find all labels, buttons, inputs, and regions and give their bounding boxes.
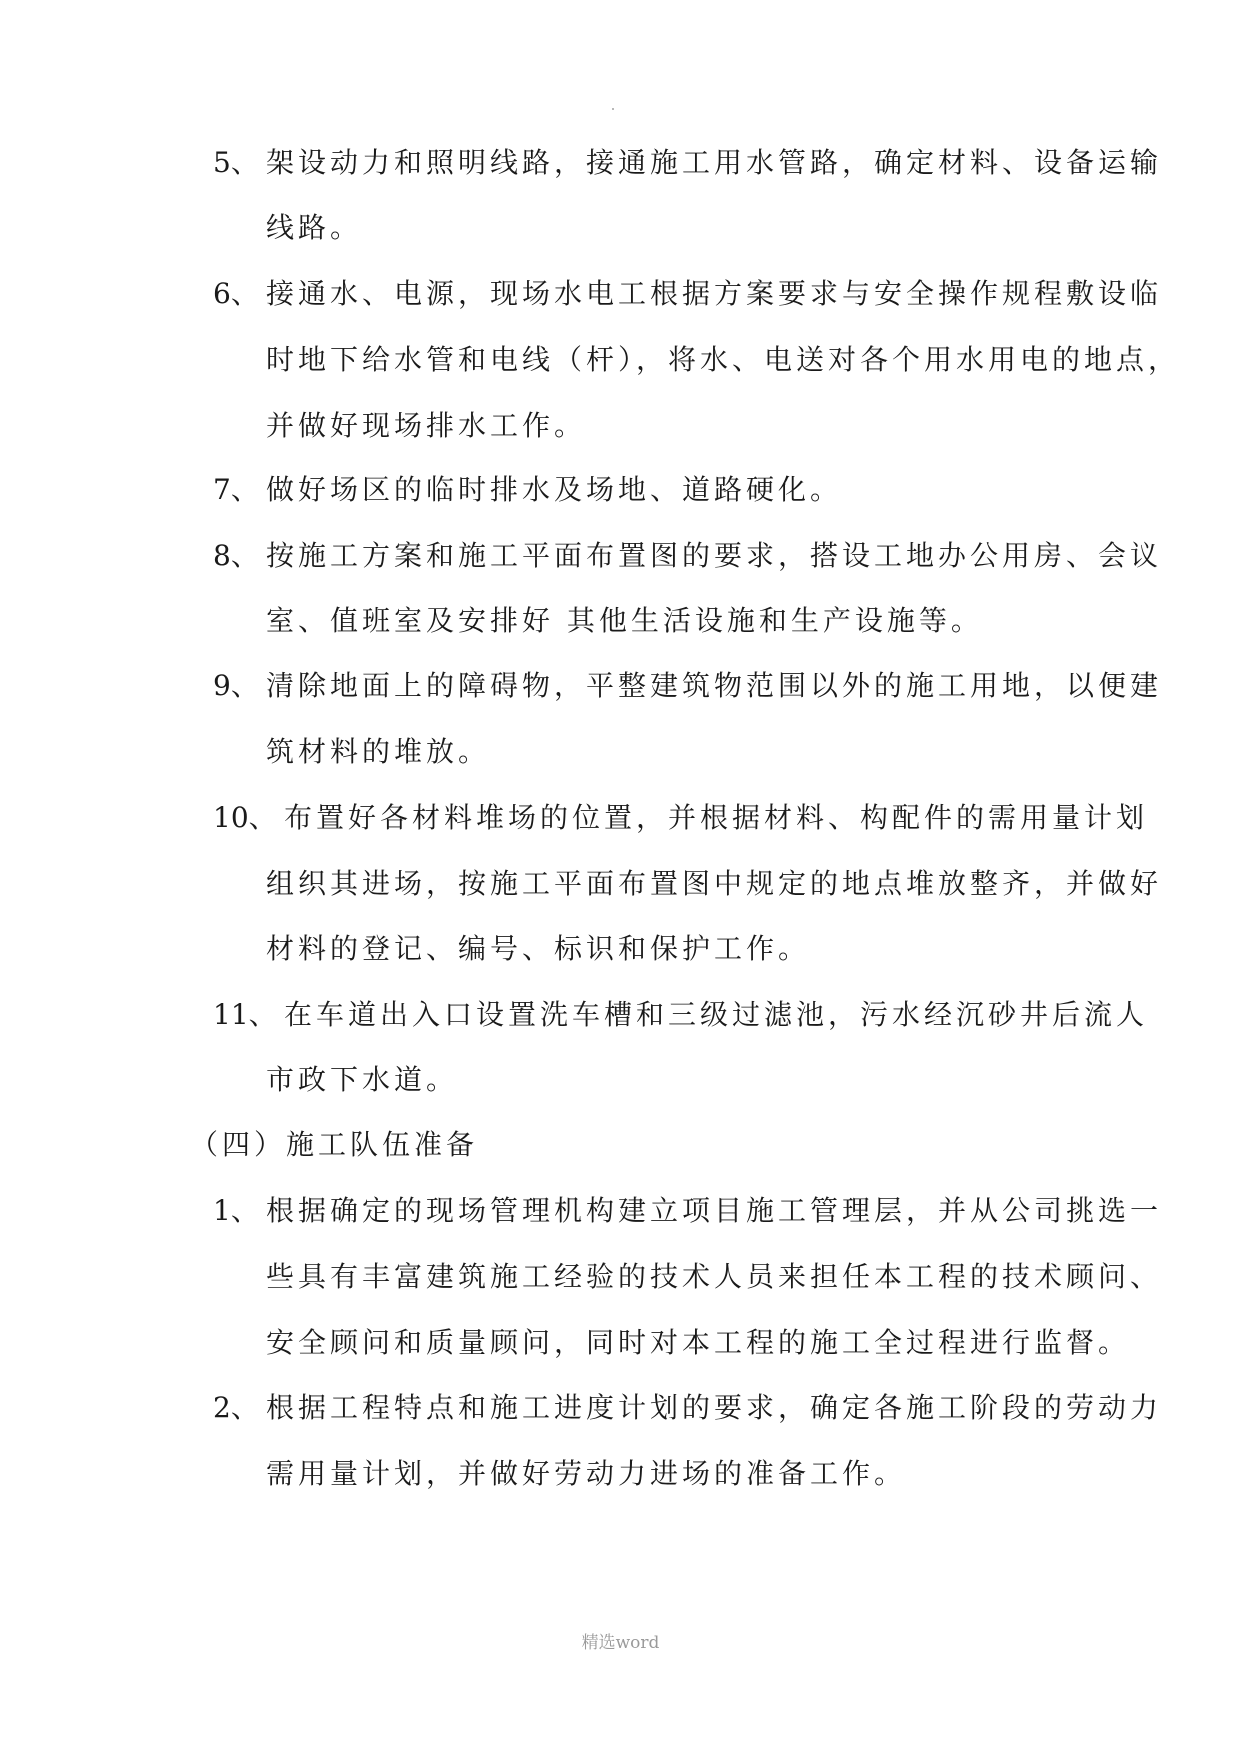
header-dot: [612, 108, 614, 110]
item-number: 1、: [213, 1194, 259, 1227]
item-line: 根据确定的现场管理机构建立项目施工管理层，并从公司挑选一: [266, 1194, 1163, 1227]
item-number: 9、: [213, 669, 259, 702]
item-number: 6、: [213, 277, 259, 310]
item-line: 并做好现场排水工作。: [266, 409, 587, 442]
item-line: 架设动力和照明线路，接通施工用水管路，确定材料、设备运输: [266, 146, 1163, 179]
item-line: 安全顾问和质量顾问，同时对本工程的施工全过程进行监督。: [266, 1326, 1131, 1359]
item-line: 市政下水道。: [266, 1063, 459, 1096]
item-line: 材料的登记、编号、标识和保护工作。: [266, 932, 811, 965]
section-heading: （四）施工队伍准备: [190, 1128, 479, 1161]
item-line: 些具有丰富建筑施工经验的技术人员来担任本工程的技术顾问、: [266, 1260, 1163, 1293]
item-line: 组织其进场，按施工平面布置图中规定的地点堆放整齐，并做好: [266, 867, 1163, 900]
item-line: 布置好各材料堆场的位置，并根据材料、构配件的需用量计划: [284, 801, 1149, 834]
item-number: 5、: [213, 146, 259, 179]
item-number: 8、: [213, 539, 259, 572]
item-line: 时地下给水管和电线（杆），将水、电送对各个用水用电的地点，: [266, 343, 1181, 376]
item-number: 2、: [213, 1391, 259, 1424]
item-line: 室、值班室及安排好 其他生活设施和生产设施等。: [266, 604, 983, 637]
item-line: 线路。: [266, 211, 363, 244]
item-line: 在车道出入口设置洗车槽和三级过滤池，污水经沉砂井后流人: [284, 998, 1149, 1031]
item-line: 需用量计划，并做好劳动力进场的准备工作。: [266, 1457, 907, 1490]
page-footer: 精选word: [581, 1633, 660, 1653]
item-line: 根据工程特点和施工进度计划的要求，确定各施工阶段的劳动力: [266, 1391, 1163, 1424]
item-number: 7、: [213, 473, 259, 506]
item-line: 接通水、电源，现场水电工根据方案要求与安全操作规程敷设临: [266, 277, 1163, 310]
item-line: 筑材料的堆放。: [266, 735, 491, 768]
item-line: 按施工方案和施工平面布置图的要求，搭设工地办公用房、会议: [266, 539, 1163, 572]
item-line: 做好场区的临时排水及场地、道路硬化。: [266, 473, 843, 506]
item-line: 清除地面上的障碍物，平整建筑物范围以外的施工用地，以便建: [266, 669, 1163, 702]
item-number: 10、: [213, 801, 277, 834]
item-number: 11、: [213, 998, 277, 1031]
